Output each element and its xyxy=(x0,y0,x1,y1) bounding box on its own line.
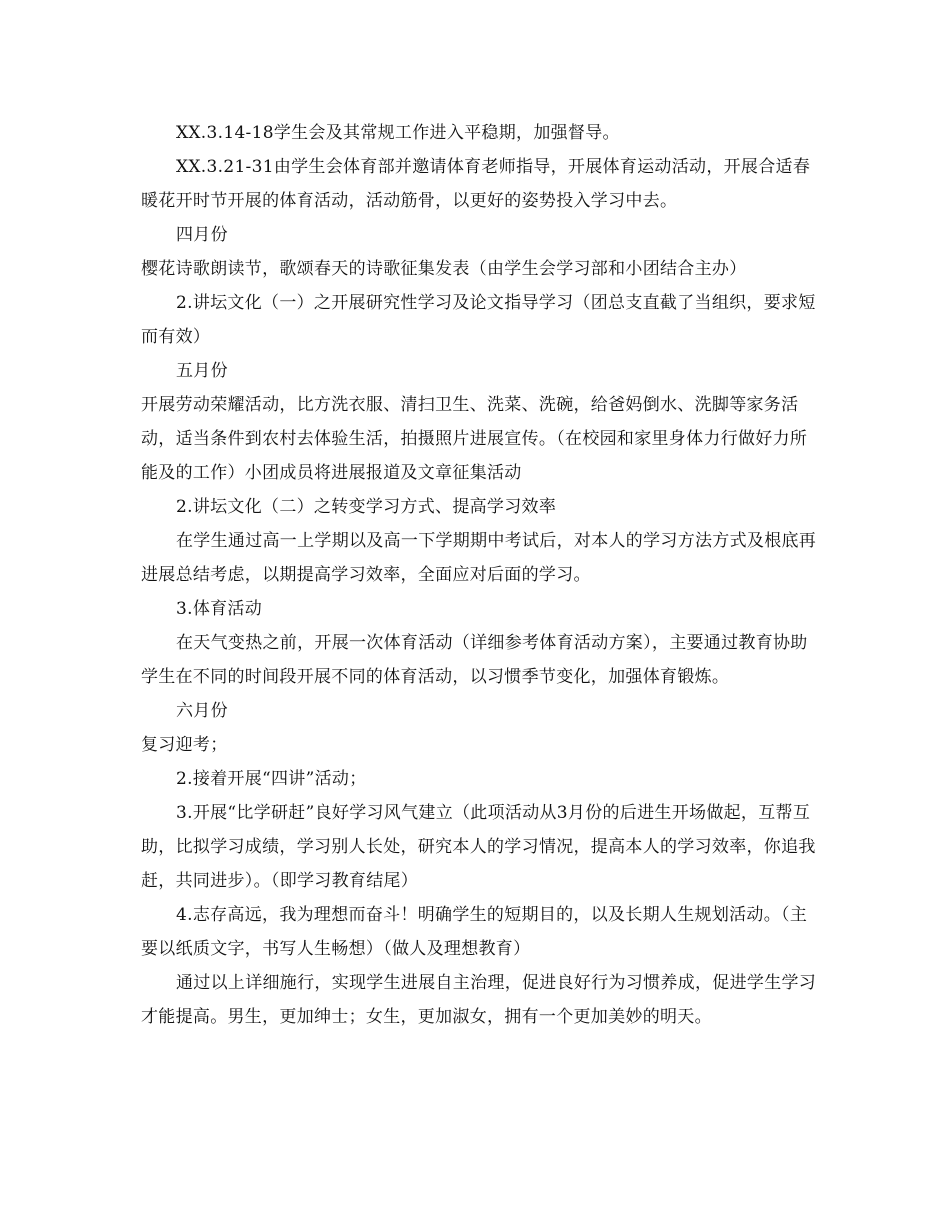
paragraph-17: 通过以上详细施行，实现学生进展自主治理，促进良好行为习惯养成，促进学生学习才能提高。男生，更加绅士；女生，更加淑女，拥有一个更加美妙的明天。 xyxy=(141,973,817,1027)
paragraph-4: 樱花诗歌朗读节，歌颂春天的诗歌征集发表（由学生会学习部和小团结合主办） xyxy=(141,259,747,279)
paragraph-14: 2.接着开展“四讲”活动； xyxy=(176,769,367,789)
section-heading-april: 四月份 xyxy=(176,225,228,245)
paragraph-8: 2.讲坛文化（二）之转变学习方式、提高学习效率 xyxy=(176,497,557,517)
paragraph-2: XX.3.21-31由学生会体育部并邀请体育老师指导，开展体育运动活动，开展合适春暖花开时节开展的体育活动，活动筋骨，以更好的姿势投入学习中去。 xyxy=(141,157,811,211)
paragraph-11: 在天气变热之前，开展一次体育活动（详细参考体育活动方案），主要通过教育协助学生在不同的时间段开展不同的体育活动，以习惯季节变化，加强体育锻炼。 xyxy=(141,633,808,687)
section-heading-june: 六月份 xyxy=(176,701,228,721)
paragraph-9: 在学生通过高一上学期以及高一下学期期中考试后，对本人的学习方法方式及根底再进展总结考虑，以期提高学习效率，全面应对后面的学习。 xyxy=(141,531,817,585)
paragraph-1: XX.3.14-18学生会及其常规工作进入平稳期，加强督导。 xyxy=(176,123,620,143)
paragraph-15: 3.开展“比学研赶”良好学习风气建立（此项活动从3月份的后进生开场做起，互帮互助，比拟学习成绩，学习别人长处，研究本人的学习情况，提高本人的学习效率，你追我赶，共同进步）。（即学习教育结尾） xyxy=(141,803,816,891)
section-heading-may: 五月份 xyxy=(176,361,228,381)
paragraph-7: 开展劳动荣耀活动，比方洗衣服、清扫卫生、洗菜、洗碗，给爸妈倒水、洗脚等家务活动，适当条件到农村去体验生活，拍摄照片进展宣传。（在校园和家里身体力行做好力所能及的工作）小团成员将进展报道及文章征集活动 xyxy=(141,395,808,483)
paragraph-13: 复习迎考； xyxy=(141,735,228,755)
paragraph-16: 4.志存高远，我为理想而奋斗！明确学生的短期目的，以及长期人生规划活动。（主要以纸质文字，书写人生畅想）（做人及理想教育） xyxy=(141,905,808,959)
paragraph-10: 3.体育活动 xyxy=(176,599,263,619)
document-body xyxy=(141,116,821,1034)
paragraph-5: 2.讲坛文化（一）之开展研究性学习及论文指导学习（团总支直截了当组织，要求短而有效） xyxy=(141,293,816,347)
